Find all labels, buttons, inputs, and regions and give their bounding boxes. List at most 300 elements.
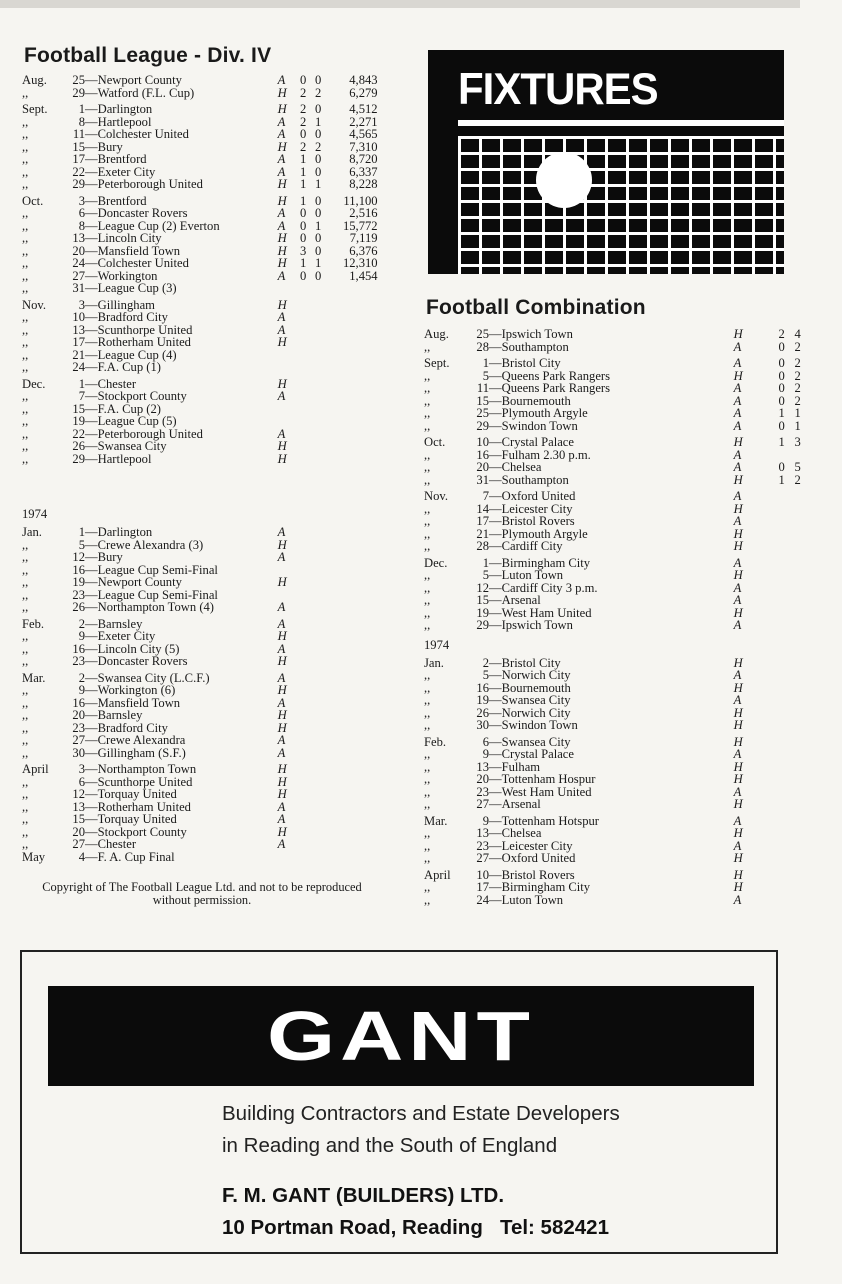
- fixture-day: 30: [72, 745, 85, 760]
- fixture-dash: —: [489, 734, 502, 749]
- fixture-dash: —: [489, 655, 502, 670]
- fixture-opponent: F.A. Cup (1): [97, 360, 161, 374]
- fixture-month: Aug.: [22, 73, 47, 87]
- fixture-dash: —: [85, 281, 98, 295]
- fixture-opponent: Leicester City: [501, 838, 573, 853]
- fixture-venue: H: [277, 787, 287, 801]
- fixture-score-for: 2: [299, 102, 307, 116]
- fixture-score-for: 3: [299, 243, 307, 258]
- fixture-opponent: Torquay United: [97, 787, 177, 801]
- fixture-score-against: 1: [794, 418, 801, 433]
- fixture-row: [22, 526, 382, 539]
- fixture-month: ,,: [424, 447, 431, 462]
- fixture-venue: H: [733, 772, 743, 786]
- fixture-day: 29: [476, 418, 489, 433]
- fixture-day: 20: [72, 243, 85, 258]
- fixture-score-for: 0: [299, 218, 307, 233]
- fixture-score-against: 2: [794, 472, 801, 487]
- fixture-venue: H: [277, 762, 287, 776]
- fixture-month: ,,: [22, 799, 29, 814]
- fixture-day: 23: [72, 654, 85, 668]
- fixture-opponent: Bradford City: [97, 310, 168, 324]
- fixture-venue: H: [733, 605, 743, 620]
- fixture-opponent: Norwich City: [501, 668, 571, 682]
- fixture-day: 15: [476, 593, 489, 607]
- fixture-month: ,,: [22, 695, 29, 710]
- fixture-day: 23: [476, 784, 489, 799]
- grid-line-horizontal: [458, 248, 784, 251]
- fixture-opponent: Chester: [97, 837, 137, 851]
- fixture-month: ,,: [424, 526, 431, 541]
- fixture-venue: H: [277, 824, 287, 839]
- fixture-day: 6: [78, 774, 85, 789]
- gant-logo-banner: [48, 986, 754, 1086]
- month-block: [22, 526, 382, 614]
- fixture-dash: —: [489, 851, 502, 865]
- fixture-attendance: 6,376: [349, 243, 378, 258]
- fixture-day: 29: [72, 177, 85, 191]
- fixture-row: [22, 630, 382, 643]
- fixture-day: 3: [78, 297, 85, 312]
- fixture-day: 1: [78, 376, 85, 391]
- grid-line-vertical: [689, 136, 692, 274]
- fixture-score-for: 0: [299, 73, 307, 87]
- fixture-opponent: Oxford United: [501, 851, 576, 865]
- fixture-opponent: Northampton Town: [97, 762, 197, 776]
- fixture-day: 26: [476, 705, 489, 720]
- fixture-attendance: 7,119: [349, 231, 378, 245]
- fixture-opponent: Rotherham United: [97, 335, 191, 349]
- fixture-day: 19: [72, 414, 85, 428]
- fixture-month: ,,: [22, 218, 29, 233]
- fixture-month: ,,: [424, 838, 431, 853]
- fixture-opponent: Stockport County: [97, 824, 187, 839]
- fixture-attendance: 4,565: [349, 127, 378, 141]
- grid-band: [458, 120, 784, 126]
- fixture-opponent: Chester: [97, 376, 137, 391]
- grid-line-vertical: [626, 136, 629, 274]
- fixture-day: 1: [78, 525, 85, 539]
- fixture-month: ,,: [424, 892, 431, 907]
- fixture-opponent: Scunthorpe United: [97, 774, 193, 789]
- fixture-dash: —: [85, 849, 98, 864]
- fixture-row: [424, 669, 784, 682]
- fixture-opponent: Newport County: [97, 575, 182, 589]
- fixture-month: ,,: [424, 580, 431, 595]
- fixture-row: [22, 336, 382, 349]
- fixture-dash: —: [85, 231, 98, 245]
- fixture-score-for: 2: [299, 139, 307, 154]
- fixture-dash: —: [489, 693, 502, 707]
- fixture-dash: —: [85, 799, 98, 814]
- fixture-row: [424, 490, 784, 503]
- grid-line-vertical: [710, 136, 713, 274]
- fixture-venue: A: [277, 616, 286, 631]
- gant-advert: [20, 950, 778, 1254]
- advert-line-2: in Reading and the South of England: [222, 1134, 558, 1157]
- fixture-score-for: 0: [299, 127, 307, 141]
- fixture-month: ,,: [424, 605, 431, 620]
- fixture-opponent: Colchester United: [97, 127, 189, 141]
- fixture-opponent: Arsenal: [501, 797, 541, 811]
- fixture-row: [22, 257, 382, 270]
- fixture-day: 1: [482, 356, 489, 370]
- fixture-dash: —: [85, 127, 98, 141]
- fixture-day: 27: [72, 837, 85, 851]
- fixture-score-against: 1: [314, 114, 322, 129]
- fixture-day: 23: [72, 720, 85, 735]
- fixture-opponent: Mansfield Town: [97, 695, 181, 710]
- fixture-opponent: Bristol Rovers: [501, 514, 575, 528]
- fixture-month: Feb.: [22, 616, 45, 631]
- fixture-day: 12: [72, 550, 85, 564]
- fixture-dash: —: [489, 435, 502, 449]
- fixture-opponent: Luton Town: [501, 892, 564, 907]
- fixture-dash: —: [85, 654, 98, 668]
- fixture-venue: A: [277, 114, 286, 129]
- fixture-month: April: [424, 867, 451, 882]
- fixture-dash: —: [85, 335, 98, 349]
- fixture-score-against: 1: [794, 406, 801, 420]
- fixture-day: 28: [476, 339, 489, 354]
- fixture-day: 27: [72, 268, 85, 283]
- fixture-month: ,,: [22, 654, 29, 668]
- fixture-row: [424, 881, 784, 894]
- fixture-opponent: Queens Park Rangers: [501, 381, 611, 395]
- fixture-row: [22, 415, 382, 428]
- fixture-attendance: 8,720: [349, 152, 378, 166]
- combination-title: Football Combination: [426, 296, 646, 319]
- grid-line-vertical: [479, 136, 482, 274]
- month-block: [22, 299, 382, 374]
- fixture-month: ,,: [424, 339, 431, 354]
- fixture-month: ,,: [22, 360, 29, 374]
- fixture-month: ,,: [22, 426, 29, 441]
- fixture-row: [22, 576, 382, 589]
- fixture-month: ,,: [424, 568, 431, 582]
- fixture-row: [22, 453, 382, 466]
- fixture-row: [424, 435, 801, 449]
- fixture-day: 29: [72, 85, 85, 100]
- fixture-day: 26: [72, 439, 85, 453]
- fixture-row: [22, 128, 382, 141]
- fixture-venue: A: [733, 618, 742, 632]
- fixture-venue: H: [733, 705, 743, 720]
- fixture-score-for: 0: [778, 381, 785, 395]
- fixture-opponent: Queens Park Rangers: [501, 368, 611, 383]
- fixture-venue: A: [733, 813, 742, 828]
- fixture-row: [424, 460, 801, 474]
- fixture-month: ,,: [424, 618, 431, 632]
- fixture-day: 6: [482, 734, 489, 749]
- fixture-dash: —: [489, 892, 502, 907]
- division-fixtures-1973: [22, 74, 382, 465]
- fixture-opponent: F.A. Cup (2): [97, 401, 161, 416]
- fixture-row: [22, 74, 382, 87]
- fixture-day: 16: [476, 447, 489, 462]
- fixture-dash: —: [85, 720, 98, 735]
- fixture-score-for: 0: [778, 356, 785, 370]
- fixture-day: 10: [476, 435, 489, 449]
- division-year-label: 1974: [22, 507, 48, 521]
- fixture-month: ,,: [22, 127, 29, 141]
- fixture-day: 15: [72, 139, 85, 154]
- fixture-dash: —: [85, 670, 98, 685]
- fixture-score-against: 0: [314, 268, 322, 283]
- fixture-day: 20: [72, 824, 85, 839]
- month-block: [22, 195, 382, 295]
- fixture-month: Sept.: [424, 356, 450, 370]
- fixture-day: 1: [482, 555, 489, 570]
- fixture-dash: —: [85, 695, 98, 710]
- month-block: [424, 435, 801, 487]
- fixture-venue: H: [733, 568, 743, 582]
- fixture-month: Jan.: [22, 525, 42, 539]
- fixture-dash: —: [489, 356, 502, 370]
- fixture-venue: H: [733, 435, 743, 449]
- fixture-score-for: 0: [778, 368, 785, 383]
- fixture-day: 15: [72, 401, 85, 416]
- fixture-opponent: League Cup (5): [97, 414, 177, 428]
- fixture-score-against: 1: [314, 256, 322, 270]
- grid-lines: [458, 136, 784, 274]
- fixture-venue: H: [277, 720, 287, 735]
- fixture-score-for: 0: [299, 231, 307, 245]
- fixture-dash: —: [85, 102, 98, 116]
- fixture-day: 5: [482, 368, 489, 383]
- fixture-score-for: 1: [299, 164, 307, 179]
- fixture-venue: A: [277, 268, 286, 283]
- fixture-dash: —: [85, 376, 98, 391]
- fixture-score-for: 1: [778, 472, 785, 487]
- fixture-score-for: 0: [778, 339, 785, 354]
- fixture-day: 11: [476, 381, 489, 395]
- fixture-day: 27: [72, 733, 85, 747]
- month-block: [424, 815, 784, 865]
- fixture-opponent: Bournemouth: [501, 680, 571, 695]
- fixture-opponent: Swansea City: [501, 734, 571, 749]
- combination-fixtures-1974: [424, 657, 784, 907]
- fixture-row: [424, 356, 801, 370]
- fixture-venue: H: [733, 526, 743, 541]
- fixture-month: ,,: [424, 418, 431, 433]
- fixture-venue: A: [277, 550, 286, 564]
- grid-line-horizontal: [458, 216, 784, 219]
- fixture-day: 6: [78, 206, 85, 220]
- fixture-opponent: Crystal Palace: [501, 747, 574, 761]
- fixture-dash: —: [85, 774, 98, 789]
- fixture-row: [22, 788, 382, 801]
- grid-line-vertical: [500, 136, 503, 274]
- fixture-month: ,,: [22, 562, 29, 577]
- fixture-month: ,,: [22, 347, 29, 362]
- fixture-month: ,,: [424, 693, 431, 707]
- fixture-day: 22: [72, 426, 85, 441]
- fixture-score-against: 2: [794, 381, 801, 395]
- fixture-day: 24: [72, 256, 85, 270]
- fixture-dash: —: [489, 368, 502, 383]
- fixture-opponent: Watford (F.L. Cup): [97, 85, 195, 100]
- fixture-row: [424, 594, 784, 607]
- fixture-day: 19: [72, 575, 85, 589]
- fixture-day: 21: [476, 526, 489, 541]
- grid-line-horizontal: [458, 232, 784, 235]
- fixture-opponent: Fulham 2.30 p.m.: [501, 447, 591, 462]
- fixture-day: 27: [476, 851, 489, 865]
- fixture-score-against: 5: [794, 460, 801, 474]
- fixture-attendance: 11,100: [343, 193, 378, 208]
- fixture-month: Aug.: [424, 327, 449, 341]
- fixture-dash: —: [85, 439, 98, 453]
- fixture-day: 15: [72, 812, 85, 826]
- fixture-score-for: 0: [778, 460, 785, 474]
- fixture-venue: H: [733, 539, 743, 553]
- month-block: [424, 356, 801, 433]
- fixture-dash: —: [85, 243, 98, 258]
- fixture-venue: H: [733, 851, 743, 865]
- month-block: [22, 763, 382, 863]
- fixture-day: 17: [72, 335, 85, 349]
- grid-line-vertical: [521, 136, 524, 274]
- fixture-month: ,,: [22, 641, 29, 656]
- fixture-venue: A: [277, 600, 286, 614]
- fixture-venue: A: [733, 418, 742, 433]
- fixture-row: [424, 798, 784, 811]
- fixture-opponent: Chelsea: [501, 826, 542, 840]
- fixture-opponent: Exeter City: [97, 629, 156, 643]
- fixture-day: 16: [72, 641, 85, 656]
- month-block: [22, 378, 382, 466]
- fixture-day: 20: [72, 708, 85, 722]
- fixture-row: [22, 103, 382, 116]
- fixture-row: [22, 207, 382, 220]
- fixture-row: [22, 813, 382, 826]
- fixture-opponent: Swansea City (L.C.F.): [97, 670, 210, 685]
- fixture-dash: —: [85, 401, 98, 416]
- fixture-venue: H: [733, 327, 743, 341]
- fixture-venue: H: [733, 734, 743, 749]
- fixture-day: 9: [482, 747, 489, 761]
- fixture-day: 8: [78, 218, 85, 233]
- fixture-score-against: 2: [314, 139, 322, 154]
- grid-line-vertical: [668, 136, 671, 274]
- fixture-dash: —: [85, 525, 98, 539]
- fixture-month: ,,: [22, 439, 29, 453]
- fixture-score-for: 0: [299, 268, 307, 283]
- fixture-row: [424, 894, 784, 907]
- fixture-row: [424, 827, 784, 840]
- fixture-venue: H: [277, 451, 287, 466]
- fixture-row: [424, 736, 784, 749]
- fixture-row: [22, 851, 382, 864]
- fixture-day: 22: [72, 164, 85, 179]
- fixture-opponent: Lincoln City (5): [97, 641, 180, 656]
- fixture-month: ,,: [424, 593, 431, 607]
- fixture-opponent: West Ham United: [501, 605, 592, 620]
- fixture-score-for: 0: [299, 206, 307, 220]
- fixture-dash: —: [489, 759, 502, 774]
- fixture-opponent: Workington: [97, 268, 158, 283]
- fixture-opponent: Bristol City: [501, 655, 561, 670]
- fixture-opponent: Swindon Town: [501, 418, 578, 433]
- fixture-month: ,,: [424, 680, 431, 695]
- fixture-row: [22, 655, 382, 668]
- fixture-month: ,,: [22, 824, 29, 839]
- fixture-dash: —: [489, 327, 502, 341]
- fixtures-graphic-title: FIXTURES: [458, 64, 658, 114]
- grid-line-vertical: [752, 136, 755, 274]
- fixture-month: ,,: [424, 797, 431, 811]
- fixture-month: ,,: [22, 575, 29, 589]
- fixture-score-for: 0: [778, 418, 785, 433]
- fixture-venue: A: [733, 489, 742, 503]
- fixture-month: Jan.: [424, 655, 444, 670]
- fixture-day: 13: [72, 799, 85, 814]
- fixture-month: Oct.: [22, 193, 44, 208]
- fixture-venue: H: [733, 501, 743, 516]
- fixture-dash: —: [85, 310, 98, 324]
- fixture-venue: A: [733, 580, 742, 595]
- fixture-venue: H: [277, 139, 287, 154]
- fixture-day: 19: [476, 605, 489, 620]
- fixture-dash: —: [85, 73, 98, 87]
- fixture-venue: A: [277, 525, 286, 539]
- fixture-month: ,,: [22, 281, 29, 295]
- fixture-venue: H: [277, 439, 287, 453]
- fixture-venue: H: [277, 774, 287, 789]
- fixture-row: [424, 748, 784, 761]
- fixture-month: ,,: [424, 668, 431, 682]
- copyright-notice: Copyright of The Football League Ltd. and not to be reproduced without permission.: [42, 880, 362, 907]
- fixture-dash: —: [489, 418, 502, 433]
- fixture-opponent: Colchester United: [97, 256, 189, 270]
- fixture-attendance: 8,228: [349, 177, 378, 191]
- fixture-opponent: Ipswich Town: [501, 618, 573, 632]
- fixture-venue: H: [733, 797, 743, 811]
- fixture-month: Dec.: [22, 376, 46, 391]
- fixture-month: ,,: [22, 164, 29, 179]
- fixture-row: [424, 418, 801, 433]
- fixture-score-against: 0: [314, 206, 322, 220]
- fixture-opponent: Leicester City: [501, 501, 573, 516]
- fixture-row: [22, 178, 382, 191]
- fixture-venue: H: [277, 102, 287, 116]
- page-top-edge: [0, 0, 800, 8]
- division-four-section: [22, 44, 382, 907]
- fixture-month: ,,: [22, 414, 29, 428]
- fixture-day: 16: [72, 695, 85, 710]
- fixture-opponent: Newport County: [97, 73, 182, 87]
- fixture-score-for: 1: [778, 406, 785, 420]
- fixture-month: ,,: [424, 826, 431, 840]
- fixture-opponent: Barnsley: [97, 708, 143, 722]
- fixture-dash: —: [489, 555, 502, 570]
- fixture-day: 20: [476, 460, 489, 474]
- month-block: [424, 736, 784, 811]
- fixture-day: 15: [476, 393, 489, 408]
- fixture-dash: —: [489, 472, 502, 487]
- fixture-dash: —: [489, 668, 502, 682]
- fixture-month: ,,: [22, 812, 29, 826]
- fixtures-graphic: [428, 50, 784, 274]
- fixture-row: [424, 327, 801, 341]
- fixture-dash: —: [85, 164, 98, 179]
- fixture-month: ,,: [424, 718, 431, 732]
- fixture-month: ,,: [22, 708, 29, 722]
- fixture-venue: H: [733, 472, 743, 487]
- fixture-month: ,,: [22, 774, 29, 789]
- fixture-score-for: 1: [299, 256, 307, 270]
